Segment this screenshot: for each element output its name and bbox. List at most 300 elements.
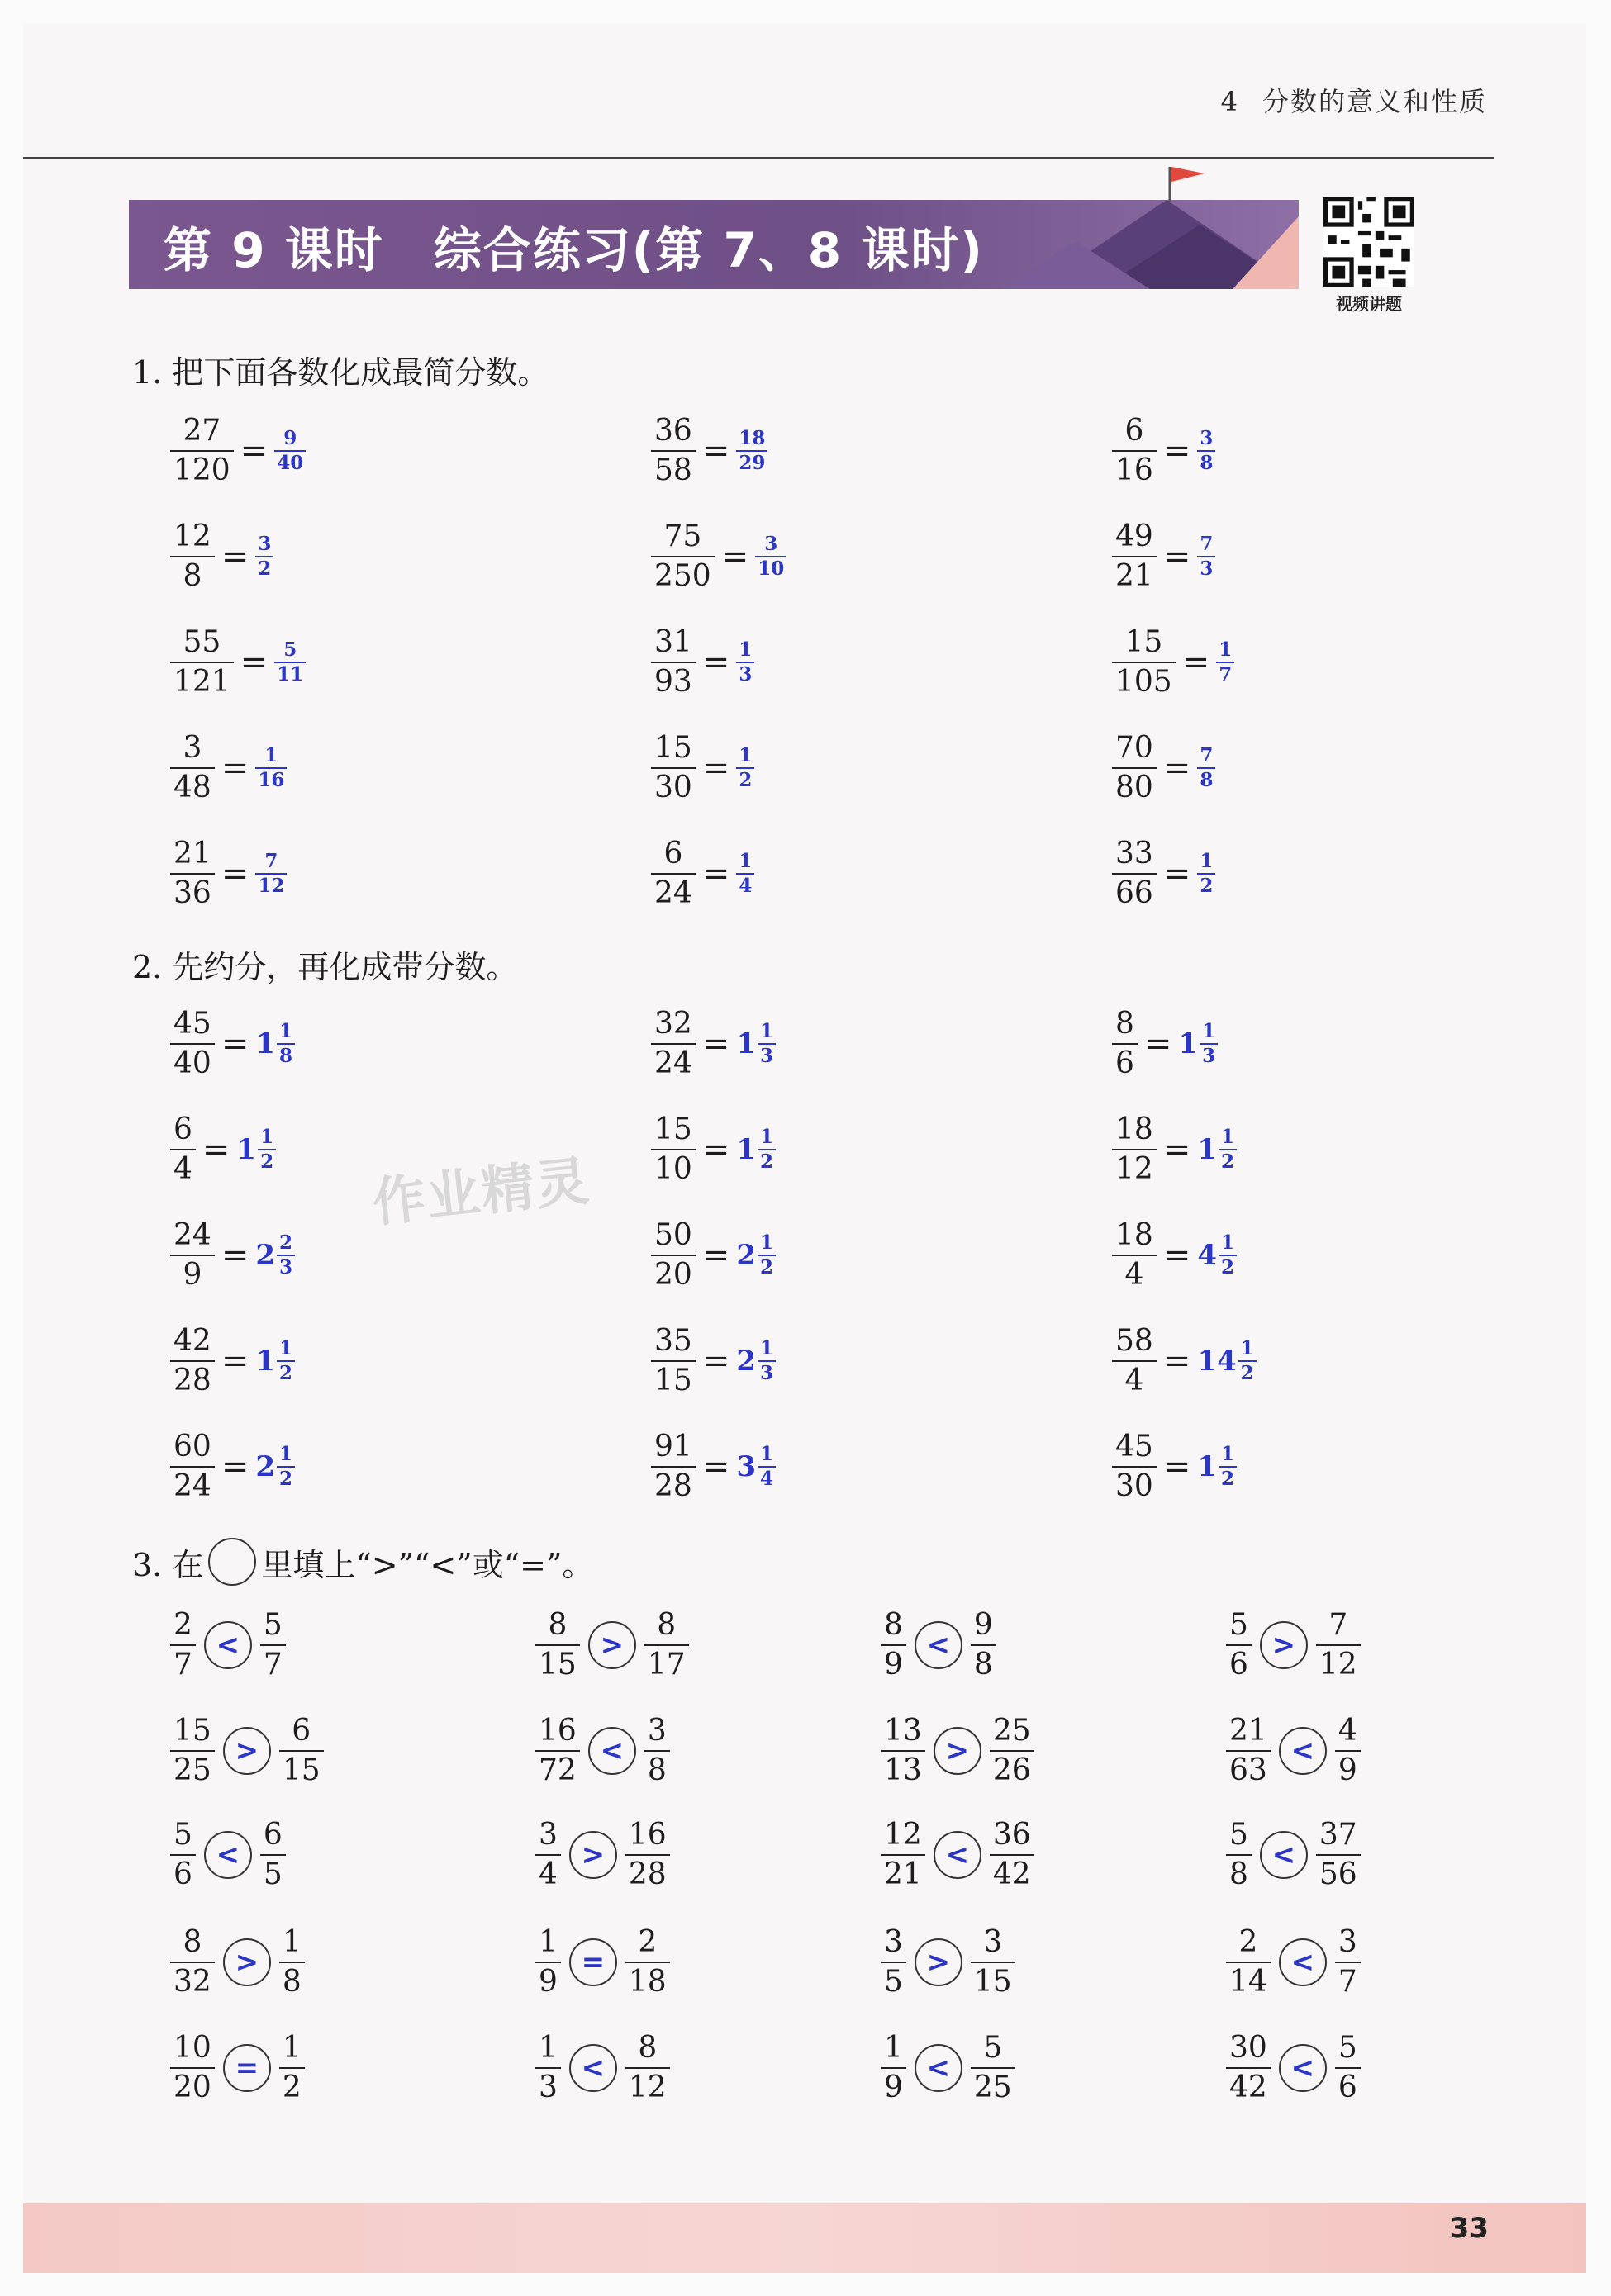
numerator: 9 bbox=[973, 1608, 993, 1642]
numerator: 37 bbox=[1319, 1818, 1357, 1852]
fraction-bar bbox=[1316, 1854, 1361, 1856]
numerator: 1 bbox=[760, 1126, 774, 1148]
denominator: 11 bbox=[277, 663, 304, 685]
answer[interactable] bbox=[1197, 745, 1215, 791]
answer[interactable] bbox=[736, 1021, 776, 1067]
denominator: 28 bbox=[654, 1469, 692, 1503]
denominator: 9 bbox=[1338, 1753, 1357, 1787]
comparison-item bbox=[1226, 2030, 1361, 2106]
fraction bbox=[1197, 745, 1215, 791]
fraction-bar bbox=[535, 1854, 561, 1856]
simplify-item bbox=[651, 519, 786, 595]
numerator: 8 bbox=[657, 1608, 677, 1642]
numerator: 6 bbox=[173, 1112, 192, 1146]
fraction bbox=[758, 1444, 776, 1490]
comparison-circle[interactable]: < bbox=[1279, 2044, 1327, 2092]
whole-part: 1 bbox=[255, 1345, 275, 1378]
blank-circle-icon bbox=[208, 1538, 256, 1586]
simplify-item bbox=[1112, 730, 1215, 806]
lesson-banner bbox=[129, 200, 1299, 289]
denominator: 12 bbox=[628, 2071, 667, 2104]
answer[interactable] bbox=[274, 639, 306, 685]
fraction bbox=[1226, 1924, 1271, 2000]
numerator: 1 bbox=[279, 1337, 293, 1359]
whole-part: 2 bbox=[255, 1239, 275, 1272]
numerator: 1 bbox=[282, 1925, 302, 1959]
whole-part: 1 bbox=[236, 1133, 257, 1166]
mixed-number-item bbox=[170, 1429, 295, 1505]
fraction bbox=[990, 1817, 1034, 1893]
answer[interactable] bbox=[255, 745, 287, 791]
numerator: 3 bbox=[764, 533, 778, 555]
comparison-circle[interactable]: < bbox=[204, 1621, 252, 1669]
denominator: 8 bbox=[647, 1753, 667, 1787]
fraction bbox=[651, 1217, 696, 1293]
denominator: 3 bbox=[1200, 557, 1214, 580]
numerator: 12 bbox=[884, 1818, 922, 1852]
whole-part: 1 bbox=[1197, 1450, 1217, 1483]
numerator: 21 bbox=[173, 837, 211, 870]
fraction bbox=[971, 2030, 1015, 2106]
fraction-bar bbox=[1112, 767, 1157, 769]
numerator: 7 bbox=[1200, 533, 1214, 555]
numerator: 1 bbox=[279, 1443, 293, 1465]
mixed-number-item bbox=[651, 1006, 776, 1082]
footer-band bbox=[23, 2203, 1586, 2273]
numerator: 42 bbox=[173, 1324, 211, 1358]
fraction-bar bbox=[625, 1962, 670, 1963]
equals-sign: = bbox=[221, 1342, 249, 1380]
fraction-bar bbox=[651, 1255, 696, 1256]
fraction bbox=[736, 745, 754, 791]
comparison-circle[interactable]: < bbox=[569, 2044, 617, 2092]
fraction bbox=[758, 1232, 776, 1278]
whole-part: 14 bbox=[1197, 1345, 1237, 1378]
denominator: 6 bbox=[1115, 1046, 1134, 1080]
fraction bbox=[277, 1232, 295, 1278]
comparison-circle[interactable]: > bbox=[223, 1727, 271, 1775]
fraction bbox=[1197, 534, 1215, 580]
denominator: 21 bbox=[884, 1857, 922, 1891]
denominator: 9 bbox=[884, 2071, 903, 2104]
denominator: 9 bbox=[539, 1965, 558, 1999]
fraction bbox=[1112, 1323, 1157, 1399]
fraction-bar bbox=[971, 2067, 1015, 2069]
answer[interactable] bbox=[236, 1127, 276, 1173]
mixed-number-item bbox=[1112, 1006, 1218, 1082]
numerator: 5 bbox=[1229, 1608, 1248, 1642]
fraction bbox=[1316, 1817, 1361, 1893]
answer[interactable] bbox=[1197, 1232, 1237, 1278]
comparison-item bbox=[170, 1817, 286, 1893]
equals-sign: = bbox=[701, 1236, 730, 1274]
fraction bbox=[625, 2030, 670, 2106]
answer[interactable] bbox=[255, 1338, 295, 1384]
comparison-circle[interactable]: < bbox=[934, 1831, 981, 1879]
denominator: 8 bbox=[1200, 769, 1214, 791]
section-2-title: 2. 先约分，再化成带分数。 bbox=[132, 949, 518, 985]
denominator: 15 bbox=[654, 1364, 692, 1397]
fraction bbox=[1112, 1112, 1157, 1188]
numerator: 15 bbox=[654, 1112, 692, 1146]
fraction bbox=[170, 624, 234, 700]
answer[interactable] bbox=[1197, 1127, 1237, 1173]
mixed-number-item bbox=[170, 1112, 276, 1188]
denominator: 24 bbox=[654, 876, 692, 910]
fraction bbox=[255, 534, 273, 580]
fraction-bar bbox=[651, 450, 696, 452]
denominator: 30 bbox=[1115, 1469, 1153, 1503]
answer[interactable] bbox=[736, 1232, 776, 1278]
fraction-bar bbox=[651, 1466, 696, 1468]
numerator: 16 bbox=[628, 1818, 667, 1852]
comparison-item bbox=[881, 1817, 1034, 1893]
answer[interactable] bbox=[736, 1444, 776, 1490]
denominator: 8 bbox=[279, 1045, 293, 1067]
numerator: 2 bbox=[279, 1231, 293, 1254]
fraction bbox=[1112, 1006, 1138, 1082]
numerator: 6 bbox=[1124, 414, 1144, 448]
denominator: 25 bbox=[173, 1753, 211, 1787]
fraction bbox=[881, 2030, 906, 2106]
whole-part: 1 bbox=[255, 1027, 275, 1060]
fraction bbox=[755, 534, 786, 580]
whole-part: 1 bbox=[736, 1133, 756, 1166]
fraction bbox=[277, 1444, 295, 1490]
fraction bbox=[170, 1217, 215, 1293]
numerator: 8 bbox=[638, 2031, 658, 2065]
fraction bbox=[651, 413, 696, 489]
fraction bbox=[535, 1924, 561, 2000]
whole-part: 4 bbox=[1197, 1239, 1217, 1272]
numerator: 18 bbox=[1115, 1112, 1153, 1146]
comparison-item bbox=[535, 1713, 670, 1789]
header-rule bbox=[23, 157, 1494, 159]
numerator: 2 bbox=[173, 1608, 192, 1642]
fraction bbox=[1335, 1713, 1361, 1789]
denominator: 3 bbox=[760, 1045, 774, 1067]
numerator: 1 bbox=[539, 1925, 558, 1959]
numerator: 8 bbox=[183, 1925, 202, 1959]
lesson-title: 第 9 课时 综合练习(第 7、8 课时) bbox=[164, 222, 984, 278]
numerator: 32 bbox=[654, 1007, 692, 1041]
numerator: 15 bbox=[173, 1714, 211, 1748]
fraction bbox=[279, 1924, 305, 2000]
comparison-circle[interactable]: > bbox=[569, 1831, 617, 1879]
answer[interactable] bbox=[736, 428, 767, 474]
denominator: 42 bbox=[1229, 2071, 1267, 2104]
fraction bbox=[1226, 2030, 1271, 2106]
denominator: 28 bbox=[628, 1857, 667, 1891]
numerator: 25 bbox=[992, 1714, 1031, 1748]
fraction-bar bbox=[990, 1750, 1034, 1752]
answer[interactable] bbox=[736, 1338, 776, 1384]
answer[interactable] bbox=[255, 1021, 295, 1067]
numerator: 1 bbox=[760, 1337, 774, 1359]
denominator: 25 bbox=[973, 2071, 1012, 2104]
numerator: 3 bbox=[258, 533, 272, 555]
denominator: 10 bbox=[654, 1152, 692, 1186]
fraction-bar bbox=[279, 1750, 324, 1752]
fraction-bar bbox=[535, 1962, 561, 1963]
fraction-bar bbox=[651, 556, 715, 557]
answer[interactable] bbox=[1216, 639, 1234, 685]
fraction-bar bbox=[170, 1255, 215, 1256]
numerator: 1 bbox=[760, 1443, 774, 1465]
mountain-icon bbox=[1001, 200, 1299, 289]
whole-part: 2 bbox=[736, 1345, 756, 1378]
fraction-bar bbox=[170, 450, 234, 452]
fraction bbox=[1112, 730, 1157, 806]
equals-sign: = bbox=[221, 855, 249, 893]
denominator: 2 bbox=[279, 1468, 293, 1490]
equals-sign: = bbox=[1162, 749, 1191, 787]
answer[interactable] bbox=[255, 534, 273, 580]
simplify-item bbox=[170, 624, 306, 700]
numerator: 5 bbox=[173, 1818, 192, 1852]
denominator: 6 bbox=[1338, 2071, 1357, 2104]
comparison-item bbox=[535, 1924, 670, 2000]
equals-sign: = bbox=[221, 749, 249, 787]
denominator: 9 bbox=[884, 1648, 903, 1682]
equals-sign: = bbox=[1143, 1025, 1172, 1063]
fraction bbox=[1200, 1021, 1218, 1067]
numerator: 24 bbox=[173, 1218, 211, 1252]
fraction bbox=[736, 851, 754, 897]
numerator: 31 bbox=[654, 625, 692, 659]
fraction-bar bbox=[1226, 1854, 1252, 1856]
answer[interactable] bbox=[1197, 851, 1215, 897]
fraction-bar bbox=[1316, 1644, 1361, 1646]
fraction-bar bbox=[971, 1644, 996, 1646]
fraction bbox=[1112, 1217, 1157, 1293]
denominator: 42 bbox=[992, 1857, 1031, 1891]
denominator: 32 bbox=[173, 1965, 211, 1999]
answer[interactable] bbox=[1197, 1338, 1256, 1384]
answer[interactable] bbox=[274, 428, 306, 474]
fraction bbox=[651, 624, 696, 700]
numerator: 8 bbox=[1115, 1007, 1134, 1041]
comparison-circle[interactable]: = bbox=[569, 1938, 617, 1986]
simplify-item bbox=[170, 730, 287, 806]
answer[interactable] bbox=[736, 745, 754, 791]
fraction-bar bbox=[170, 2067, 215, 2069]
answer[interactable] bbox=[736, 851, 754, 897]
fraction-bar bbox=[644, 1644, 689, 1646]
fraction bbox=[170, 519, 215, 595]
denominator: 6 bbox=[1229, 1648, 1248, 1682]
comparison-circle[interactable]: < bbox=[588, 1727, 636, 1775]
denominator: 36 bbox=[173, 876, 211, 910]
fraction bbox=[170, 1112, 196, 1188]
fraction bbox=[170, 836, 215, 912]
equals-sign: = bbox=[1162, 1131, 1191, 1169]
comparison-circle[interactable]: > bbox=[915, 1938, 962, 1986]
denominator: 3 bbox=[279, 1256, 293, 1278]
answer[interactable] bbox=[736, 1127, 776, 1173]
comparison-circle[interactable]: < bbox=[915, 2044, 962, 2092]
numerator: 27 bbox=[183, 414, 221, 448]
comparison-circle[interactable]: = bbox=[223, 2044, 271, 2092]
numerator: 3 bbox=[647, 1714, 667, 1748]
answer[interactable] bbox=[1197, 428, 1215, 474]
denominator: 26 bbox=[992, 1753, 1031, 1787]
denominator: 7 bbox=[173, 1648, 192, 1682]
answer[interactable] bbox=[255, 1232, 295, 1278]
denominator: 20 bbox=[173, 2071, 211, 2104]
denominator: 24 bbox=[173, 1469, 211, 1503]
fraction bbox=[260, 1607, 286, 1683]
numerator: 1 bbox=[260, 1126, 274, 1148]
fraction bbox=[1197, 428, 1215, 474]
numerator: 21 bbox=[1229, 1714, 1267, 1748]
numerator: 6 bbox=[292, 1714, 311, 1748]
denominator: 8 bbox=[1229, 1857, 1248, 1891]
denominator: 5 bbox=[263, 1857, 283, 1891]
simplify-item bbox=[1112, 836, 1215, 912]
numerator: 30 bbox=[1229, 2031, 1267, 2065]
denominator: 4 bbox=[173, 1152, 192, 1186]
numerator: 3 bbox=[539, 1818, 558, 1852]
equals-sign: = bbox=[1162, 1342, 1191, 1380]
section-3-title bbox=[132, 1538, 593, 1586]
chapter-title: 分数的意义和性质 bbox=[1262, 86, 1487, 117]
comparison-circle[interactable]: < bbox=[1260, 1831, 1308, 1879]
fraction-bar bbox=[1335, 2067, 1361, 2069]
answer[interactable] bbox=[1197, 534, 1215, 580]
fraction bbox=[1197, 851, 1215, 897]
fraction bbox=[758, 1127, 776, 1173]
answer[interactable] bbox=[255, 1444, 295, 1490]
numerator: 36 bbox=[654, 414, 692, 448]
fraction-bar bbox=[651, 1360, 696, 1362]
denominator: 5 bbox=[884, 1965, 903, 1999]
numerator: 1 bbox=[739, 638, 753, 661]
numerator: 1 bbox=[1200, 850, 1214, 872]
numerator: 75 bbox=[663, 519, 702, 553]
mixed-number-item bbox=[170, 1006, 295, 1082]
denominator: 40 bbox=[277, 452, 304, 474]
numerator: 3 bbox=[983, 1925, 1003, 1959]
equals-sign: = bbox=[202, 1131, 230, 1169]
fraction bbox=[279, 1713, 324, 1789]
fraction-bar bbox=[651, 1043, 696, 1045]
fraction bbox=[644, 1713, 670, 1789]
denominator: 6 bbox=[173, 1857, 192, 1891]
comparison-circle[interactable]: < bbox=[1279, 1938, 1327, 1986]
fraction-bar bbox=[260, 1854, 286, 1856]
fraction bbox=[258, 1127, 276, 1173]
denominator: 24 bbox=[654, 1046, 692, 1080]
mixed-number-item bbox=[1112, 1429, 1237, 1505]
fraction-bar bbox=[535, 2067, 561, 2069]
fraction bbox=[1226, 1607, 1252, 1683]
mixed-number-item bbox=[170, 1217, 295, 1293]
comparison-circle[interactable]: < bbox=[204, 1831, 252, 1879]
fraction bbox=[651, 1112, 696, 1188]
denominator: 80 bbox=[1115, 771, 1153, 804]
answer[interactable] bbox=[1178, 1021, 1218, 1067]
denominator: 13 bbox=[884, 1753, 922, 1787]
comparison-circle[interactable]: > bbox=[934, 1727, 981, 1775]
fraction-bar bbox=[170, 767, 215, 769]
fraction bbox=[881, 1817, 925, 1893]
numerator: 3 bbox=[1338, 1925, 1357, 1959]
comparison-circle[interactable]: > bbox=[588, 1621, 636, 1669]
denominator: 3 bbox=[760, 1362, 774, 1384]
denominator: 58 bbox=[654, 453, 692, 487]
equals-sign: = bbox=[701, 643, 730, 681]
numerator: 1 bbox=[264, 744, 278, 766]
comparison-circle[interactable]: < bbox=[915, 1621, 962, 1669]
denominator: 12 bbox=[1319, 1648, 1357, 1682]
denominator: 3 bbox=[739, 663, 753, 685]
fraction bbox=[1219, 1127, 1237, 1173]
fraction bbox=[170, 730, 215, 806]
section-3-title-after: 里填上“>”“<”或“=”。 bbox=[261, 1546, 594, 1583]
comparison-circle[interactable]: > bbox=[223, 1938, 271, 1986]
fraction bbox=[255, 851, 287, 897]
equals-sign: = bbox=[701, 749, 730, 787]
comparison-item bbox=[1226, 1607, 1361, 1683]
comparison-circle[interactable]: < bbox=[1279, 1727, 1327, 1775]
fraction bbox=[170, 1817, 196, 1893]
fraction-bar bbox=[170, 662, 234, 663]
fraction bbox=[1216, 639, 1234, 685]
denominator: 17 bbox=[647, 1648, 686, 1682]
numerator: 3 bbox=[183, 731, 202, 765]
comparison-circle[interactable]: > bbox=[1260, 1621, 1308, 1669]
denominator: 8 bbox=[1200, 452, 1214, 474]
fraction bbox=[881, 1607, 906, 1683]
answer[interactable] bbox=[255, 851, 287, 897]
answer[interactable] bbox=[1197, 1444, 1237, 1490]
fraction-bar bbox=[170, 1750, 215, 1752]
fraction bbox=[535, 1713, 580, 1789]
numerator: 1 bbox=[279, 1020, 293, 1042]
numerator: 5 bbox=[263, 1608, 283, 1642]
denominator: 8 bbox=[183, 559, 202, 593]
numerator: 49 bbox=[1115, 519, 1153, 553]
answer[interactable] bbox=[755, 534, 786, 580]
watermark: 作业精灵 bbox=[369, 1150, 593, 1235]
numerator: 10 bbox=[173, 2031, 211, 2065]
numerator: 45 bbox=[173, 1007, 211, 1041]
equals-sign: = bbox=[1181, 643, 1210, 681]
denominator: 10 bbox=[758, 557, 785, 580]
fraction bbox=[1335, 2030, 1361, 2106]
numerator: 8 bbox=[548, 1608, 568, 1642]
denominator: 4 bbox=[1124, 1364, 1144, 1397]
denominator: 2 bbox=[1200, 875, 1214, 897]
simplify-item bbox=[651, 730, 754, 806]
fraction-bar bbox=[1112, 556, 1157, 557]
equals-sign: = bbox=[221, 1025, 249, 1063]
fraction bbox=[170, 1607, 196, 1683]
numerator: 1 bbox=[760, 1020, 774, 1042]
equals-sign: = bbox=[1162, 538, 1191, 576]
fraction-bar bbox=[1112, 1255, 1157, 1256]
fraction-bar bbox=[1226, 1750, 1271, 1752]
numerator: 1 bbox=[739, 850, 753, 872]
denominator: 121 bbox=[173, 665, 230, 699]
answer[interactable] bbox=[736, 639, 754, 685]
fraction-bar bbox=[1226, 2067, 1271, 2069]
numerator: 1 bbox=[1221, 1443, 1235, 1465]
fraction-bar bbox=[651, 1149, 696, 1150]
fraction bbox=[170, 1006, 215, 1082]
qr-code-icon[interactable] bbox=[1323, 197, 1414, 287]
